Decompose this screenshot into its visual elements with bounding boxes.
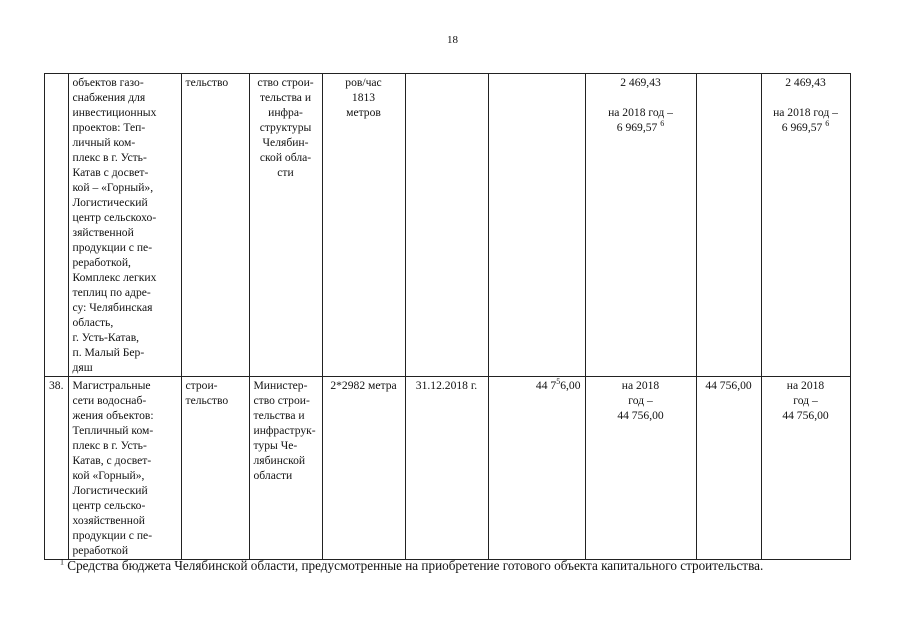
- text-line: ство строи-: [253, 394, 310, 407]
- text-line: объектов газо-: [72, 76, 144, 89]
- text-line: структуры: [259, 121, 312, 134]
- cell-work-type: [181, 377, 249, 560]
- cell-number: [45, 74, 69, 377]
- text-line: Комплекс легких: [72, 271, 157, 284]
- text-line: Логистический: [72, 484, 148, 497]
- text-line: хозяйственной: [72, 514, 145, 527]
- text-line: сти: [277, 166, 294, 179]
- table-row: [45, 74, 851, 377]
- text-line: ской обла-: [259, 151, 312, 164]
- text-line: п. Малый Бер-: [72, 346, 145, 359]
- text-line: кой «Горный»,: [72, 469, 145, 482]
- text-line: метров: [346, 106, 381, 119]
- cell-cost: [488, 74, 585, 377]
- text-line: Министер-: [253, 379, 308, 392]
- page-number: 18: [447, 34, 458, 46]
- cell-capacity: [322, 74, 405, 377]
- table-row: [45, 377, 851, 560]
- text-line: кой – «Горный»,: [72, 181, 154, 194]
- text-line: Тепличный ком-: [72, 424, 154, 437]
- text-line: инфраструк-: [253, 424, 316, 437]
- cell-number: 38.: [45, 377, 69, 560]
- text-line: инвестиционных: [72, 106, 157, 119]
- text-line: лябинской: [253, 454, 306, 467]
- text-line: дяш: [72, 361, 93, 374]
- cell-total: [761, 74, 850, 377]
- text-line: ство строи-: [257, 76, 314, 89]
- amount-sup: 5: [556, 377, 561, 387]
- text-line: ров/час: [345, 76, 382, 89]
- text-line: г. Усть-Катав,: [72, 331, 140, 344]
- amount: 6 969,57: [781, 121, 823, 134]
- text-line: Катав с досвет-: [72, 166, 149, 179]
- footnote-ref: 6: [825, 119, 830, 129]
- footnote: [44, 557, 856, 575]
- footnote-marker: 1: [60, 557, 64, 567]
- text-line: тельства и: [253, 409, 305, 422]
- amount-part: 44 7: [535, 379, 557, 392]
- cell-funds: [585, 74, 696, 377]
- cell-term: 31.12.2018 г.: [405, 377, 488, 560]
- text-line: тельство: [185, 394, 229, 407]
- cell-object-name: [68, 377, 181, 560]
- amount: 6 969,57: [616, 121, 658, 134]
- text-line: [590, 120, 692, 135]
- text-line: жения объектов:: [72, 409, 154, 422]
- text-line: год –: [628, 394, 653, 407]
- text-line: сети водоснаб-: [72, 394, 147, 407]
- cell-cost: [488, 377, 585, 560]
- text-line: реработкой,: [72, 256, 131, 269]
- spacer: [590, 90, 692, 105]
- text-line: Челябин-: [262, 136, 309, 149]
- text-line: инфра-: [268, 106, 303, 119]
- cell-col8: 44 756,00: [696, 377, 761, 560]
- text-line: 1813: [351, 91, 376, 104]
- text-line: центр сельскохо-: [72, 211, 157, 224]
- text-line: зяйственной: [72, 226, 134, 239]
- text-line: [766, 120, 846, 135]
- cell-customer: [249, 74, 322, 377]
- text-line: область,: [72, 316, 114, 329]
- cell-funds: [585, 377, 696, 560]
- text-line: тельство: [185, 76, 229, 89]
- text-line: проектов: Теп-: [72, 121, 146, 134]
- text-line: тельства и: [259, 91, 312, 104]
- cell-total: [761, 377, 850, 560]
- cell-col8: [696, 74, 761, 377]
- amount-part: 6,00: [560, 379, 581, 392]
- text-line: год –: [793, 394, 818, 407]
- spacer: [766, 90, 846, 105]
- text-line: на 2018 год –: [608, 106, 673, 119]
- text-line: 44 756,00: [617, 409, 664, 422]
- text-line: плекс в г. Усть-: [72, 151, 147, 164]
- cell-customer: [249, 377, 322, 560]
- text-line: туры Че-: [253, 439, 298, 452]
- cell-work-type: [181, 74, 249, 377]
- text-line: области: [253, 469, 293, 482]
- text-line: теплиц по адре-: [72, 286, 151, 299]
- text-line: Катав, с досвет-: [72, 454, 152, 467]
- cell-term: [405, 74, 488, 377]
- text-line: 2 469,43: [785, 76, 826, 89]
- text-line: продукции с пе-: [72, 241, 153, 254]
- text-line: личный ком-: [72, 136, 136, 149]
- cell-object-name: [68, 74, 181, 377]
- text-line: Логистический: [72, 196, 148, 209]
- text-line: на 2018: [786, 379, 825, 392]
- text-line: центр сельско-: [72, 499, 146, 512]
- text-line: продукции с пе-: [72, 529, 153, 542]
- cell-capacity: 2*2982 метра: [322, 377, 405, 560]
- text-line: на 2018 год –: [773, 106, 838, 119]
- text-line: реработкой: [72, 544, 129, 557]
- text-line: снабжения для: [72, 91, 146, 104]
- objects-table: [44, 73, 851, 560]
- footnote-text: Средства бюджета Челябинской области, предусмотренные на приобретение готового объекта капитального строительства.: [64, 558, 764, 573]
- text-line: на 2018: [621, 379, 660, 392]
- text-line: су: Челябинская: [72, 301, 153, 314]
- text-line: 2 469,43: [620, 76, 661, 89]
- text-line: строи-: [185, 379, 218, 392]
- footnote-ref: 6: [660, 119, 665, 129]
- text-line: плекс в г. Усть-: [72, 439, 147, 452]
- text-line: Магистральные: [72, 379, 151, 392]
- text-line: 44 756,00: [782, 409, 829, 422]
